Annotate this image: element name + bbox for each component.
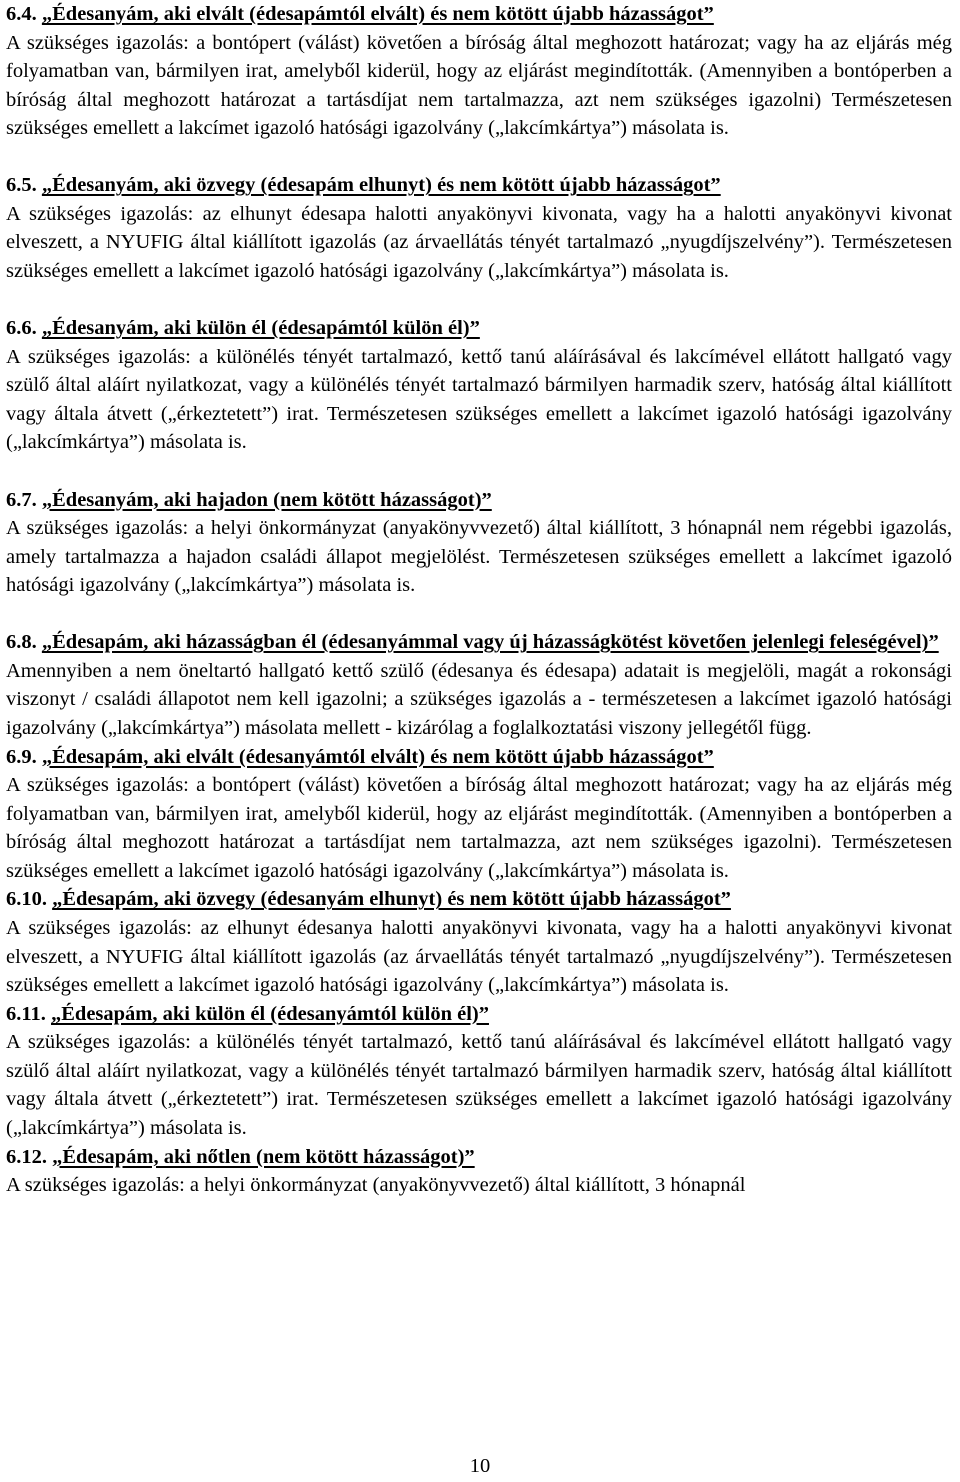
section-body: A szükséges igazolás: az elhunyt édesanya halotti anyakönyvi kivonata, vagy ha a halotti anyakönyvi kivonat elveszett, a NYUFIG által kiállított igazolás (az árvaellátás tényét tartalmazó „nyugdíjszelvény”). Természetesen szükséges emellett a lakcímet igazoló hatósági igazolvány („lakcímkártya”) másolata is.: [6, 916, 952, 997]
section-heading: [6, 171, 952, 200]
section-number: 6.12.: [6, 1145, 47, 1168]
section-6-7: [6, 486, 952, 600]
section-body: A szükséges igazolás: a bontópert (válást) követően a bíróság által meghozott határozat; vagy ha az eljárás még folyamatban van, bármilyen irat, amelyből kiderül, hogy az eljárást megindították. (Amennyiben a bontóperben a bíróság által meghozott határozat a tartásdíjat nem tartalmazza, azt nem szükséges igazolni). Természetesen szükséges emellett a lakcímet igazoló hatósági igazolvány („lakcímkártya”) másolata is.: [6, 774, 952, 882]
section-title: „Édesanyám, aki elvált (édesapámtól elvált) és nem kötött újabb házasságot”: [41, 3, 714, 25]
section-heading: [6, 743, 952, 772]
section-heading: [6, 885, 952, 914]
section-title: „Édesanyám, aki özvegy (édesapám elhunyt) és nem kötött újabb házasságot”: [41, 174, 721, 197]
section-body: A szükséges igazolás: a különélés tényét tartalmazó, kettő tanú aláírásával és lakcímével ellátott hallgató vagy szülő által aláírt nyilatkozat, vagy a különélés tényét tartalmazó bármilyen harmadik szerv, hatóság által kiállított vagy általa átvett („érkeztetett”) irat. Természetesen szükséges emellett a lakcímet igazoló hatósági igazolvány („lakcímkártya”) másolata is.: [6, 345, 952, 454]
section-title: „Édesapám, aki özvegy (édesanyám elhunyt) és nem kötött újabb házasságot”: [52, 888, 731, 911]
page-number: 10: [469, 1455, 491, 1477]
spacer: [6, 286, 952, 315]
section-heading: [6, 1143, 952, 1172]
section-heading: [6, 1000, 952, 1029]
section-6-12: [6, 1143, 952, 1200]
section-title: „Édesanyám, aki külön él (édesapámtól külön él)”: [41, 317, 480, 340]
section-number: 6.4.: [6, 3, 37, 25]
section-6-5: [6, 171, 952, 285]
section-6-10: [6, 885, 952, 999]
spacer: [6, 600, 952, 629]
section-number: 6.8.: [6, 631, 37, 654]
section-6-6: [6, 314, 952, 457]
section-body: Amennyiben a nem öneltartó hallgató kettő szülő (édesanya és édesapa) adatait is megjelöli, magát a rokonsági viszonyt / családi állapotot nem kell igazolni; a szükséges igazolás a - természetesen a lakcímet igazoló hatósági igazolvány („lakcímkártya”) másolata mellett - kizárólag a foglalkoztatási viszony jellegétől függ.: [6, 659, 952, 739]
section-heading: [6, 486, 952, 515]
section-number: 6.7.: [6, 488, 37, 511]
section-body: A szükséges igazolás: a helyi önkormányzat (anyakönyvvezető) által kiállított, 3 hónapnál nem régebbi igazolás, amely tartalmazza a hajadon családi állapot megjelölést. Természetesen szükséges emellett a lakcímet igazoló hatósági igazolvány („lakcímkártya”) másolata is.: [6, 517, 952, 597]
section-title: „Édesapám, aki külön él (édesanyámtól külön él)”: [51, 1002, 489, 1025]
section-body: A szükséges igazolás: az elhunyt édesapa halotti anyakönyvi kivonata, vagy ha a halotti anyakönyvi kivonat elveszett, a NYUFIG által kiállított igazolás (az árvaellátás tényét tartalmazó „nyugdíjszelvény”). Természetesen szükséges emellett a lakcímet igazoló hatósági igazolvány („lakcímkártya”) másolata is.: [6, 202, 952, 283]
section-number: 6.5.: [6, 174, 37, 197]
section-body: A szükséges igazolás: a különélés tényét tartalmazó, kettő tanú aláírásával és lakcímével ellátott hallgató vagy szülő által aláírt nyilatkozat, vagy a különélés tényét tartalmazó bármilyen harmadik szerv, hatóság által kiállított vagy általa átvett („érkeztetett”) irat. Természetesen szükséges emellett a lakcímet igazoló hatósági igazolvány („lakcímkártya”) másolata is.: [6, 1031, 952, 1140]
section-number: 6.10.: [6, 888, 47, 911]
section-heading: [6, 314, 952, 343]
section-number: 6.6.: [6, 317, 37, 340]
section-body: A szükséges igazolás: a helyi önkormányzat (anyakönyvvezető) által kiállított, 3 hónapnál: [6, 1174, 746, 1197]
section-6-11: [6, 1000, 952, 1143]
section-title: „Édesanyám, aki hajadon (nem kötött házasságot)”: [41, 488, 492, 511]
section-6-4: [6, 0, 952, 143]
section-body: A szükséges igazolás: a bontópert (válást) követően a bíróság által meghozott határozat; vagy ha az eljárás még folyamatban van, bármilyen irat, amelyből kiderül, hogy az eljárást megindították. (Amennyiben a bontóperben a bíróság által meghozott határozat a tartásdíjat nem tartalmazza, azt nem szükséges igazolni) Természetesen szükséges emellett a lakcímet igazoló hatósági igazolvány („lakcímkártya”) másolata is.: [6, 31, 952, 140]
section-title: „Édesapám, aki elvált (édesanyámtól elvált) és nem kötött újabb házasságot”: [41, 745, 714, 768]
section-title: „Édesapám, aki nőtlen (nem kötött házasságot)”: [52, 1145, 475, 1168]
section-title: „Édesapám, aki házasságban él (édesanyámmal vagy új házasságkötést követően jelenlegi feleségével)”: [41, 631, 939, 654]
spacer: [6, 143, 952, 172]
section-number: 6.9.: [6, 745, 37, 768]
section-heading: [6, 0, 952, 29]
spacer: [6, 457, 952, 486]
document-page: [6, 0, 952, 1200]
section-6-9: [6, 743, 952, 886]
section-number: 6.11.: [6, 1002, 46, 1025]
section-6-8: [6, 628, 952, 742]
section-heading: [6, 628, 952, 657]
